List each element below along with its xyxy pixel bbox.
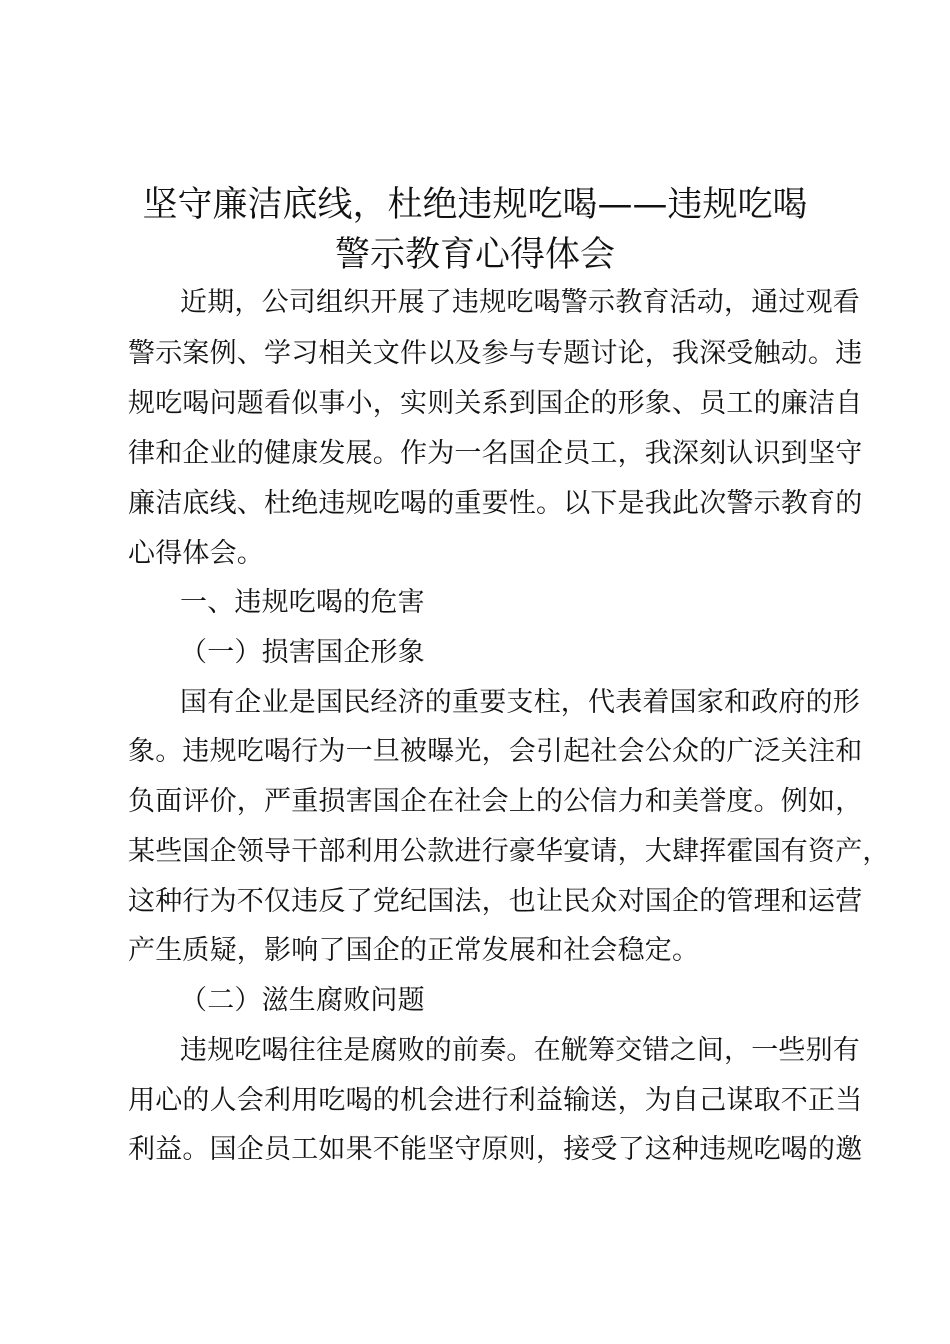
paragraph-2-line-2: 象。违规吃喝行为一旦被曝光，会引起社会公众的广泛关注和	[128, 736, 863, 767]
section-heading-1: 一、违规吃喝的危害	[180, 587, 425, 618]
paragraph-1-line-2: 警示案例、学习相关文件以及参与专题讨论，我深受触动。违	[128, 338, 863, 369]
paragraph-2-line-5: 这种行为不仅违反了党纪国法，也让民众对国企的管理和运营	[128, 886, 863, 917]
subsection-heading-1: （一）损害国企形象	[180, 637, 425, 668]
paragraph-3-line-3: 利益。国企员工如果不能坚守原则，接受了这种违规吃喝的邀	[128, 1134, 863, 1165]
paragraph-3-line-2: 用心的人会利用吃喝的机会进行利益输送，为自己谋取不正当	[128, 1085, 863, 1116]
paragraph-2-line-4: 某些国企领导干部利用公款进行豪华宴请，大肆挥霍国有资产，	[128, 836, 890, 867]
paragraph-2-line-6: 产生质疑，影响了国企的正常发展和社会稳定。	[128, 935, 700, 966]
paragraph-1-line-3: 规吃喝问题看似事小，实则关系到国企的形象、员工的廉洁自	[128, 388, 863, 419]
paragraph-1-line-4: 律和企业的健康发展。作为一名国企员工，我深刻认识到坚守	[128, 438, 863, 469]
paragraph-1-line-1: 近期，公司组织开展了违规吃喝警示教育活动，通过观看	[180, 287, 860, 318]
document-title-line-2: 警示教育心得体会	[334, 235, 615, 275]
paragraph-1-line-6: 心得体会。	[128, 538, 264, 569]
paragraph-1-line-5: 廉洁底线、杜绝违规吃喝的重要性。以下是我此次警示教育的	[128, 488, 863, 519]
paragraph-3-line-1: 违规吃喝往往是腐败的前奏。在觥筹交错之间，一些别有	[180, 1035, 860, 1066]
subsection-heading-2: （二）滋生腐败问题	[180, 985, 425, 1016]
document-title-line-1: 坚守廉洁底线，杜绝违规吃喝——违规吃喝	[142, 185, 808, 225]
paragraph-2-line-3: 负面评价，严重损害国企在社会上的公信力和美誉度。例如，	[128, 786, 863, 817]
paragraph-2-line-1: 国有企业是国民经济的重要支柱，代表着国家和政府的形	[180, 687, 860, 718]
